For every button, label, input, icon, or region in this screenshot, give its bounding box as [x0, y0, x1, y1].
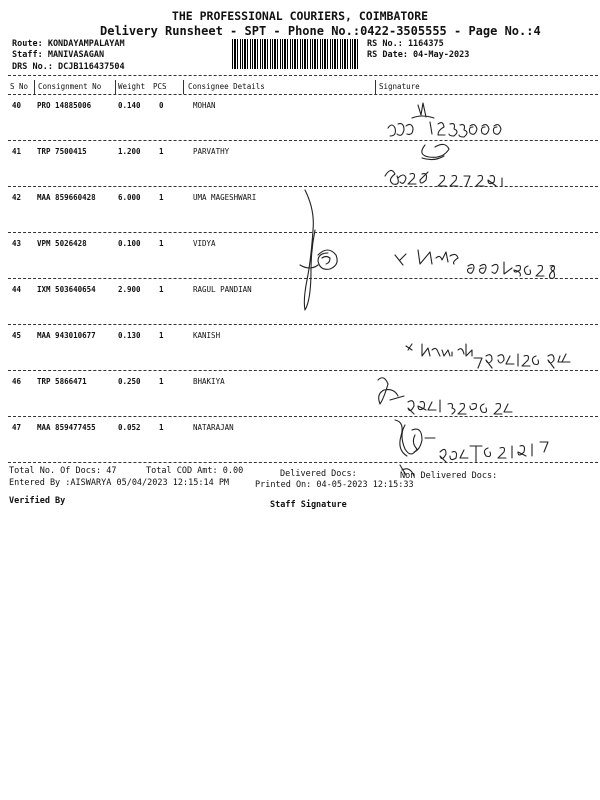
row-consignee: VIDYA: [193, 239, 216, 248]
col-header-signature: Signature: [379, 82, 420, 91]
row-consignment: IXM 503640654: [37, 285, 96, 294]
row-pcs: 1: [159, 331, 164, 340]
row-sno: 40: [12, 101, 22, 110]
row-pcs: 1: [159, 377, 164, 386]
row-weight: 2.900: [118, 285, 141, 294]
drs-number: DRS No.: DCJB116437504: [12, 62, 125, 72]
row-consignee: PARVATHY: [193, 147, 230, 156]
total-cod-amount: Total COD Amt: 0.00: [146, 466, 244, 476]
row-consignment: MAA 859660428: [37, 193, 96, 202]
row-sno: 42: [12, 193, 22, 202]
verified-by-label: Verified By: [9, 496, 66, 506]
row-consignee: MOHAN: [193, 101, 216, 110]
row-consignment: VPM 5026428: [37, 239, 87, 248]
printed-on: Printed On: 04-05-2023 12:15:33: [255, 480, 414, 490]
col-header-weight: Weight: [118, 82, 146, 91]
row-pcs: 1: [159, 239, 164, 248]
row-weight: 0.130: [118, 331, 141, 340]
row-weight: 0.052: [118, 423, 141, 432]
row-weight: 0.100: [118, 239, 141, 248]
row-pcs: 1: [159, 193, 164, 202]
runsheet-subtitle: Delivery Runsheet - SPT - Phone No.:0422-3505555 - Page No.:4: [100, 24, 541, 38]
row-weight: 0.140: [118, 101, 141, 110]
delivered-docs: Delivered Docs:: [280, 469, 357, 479]
entered-by: Entered By :AISWARYA 05/04/2023 12:15:14 PM: [9, 478, 230, 488]
row-sno: 45: [12, 331, 22, 340]
staff-label: Staff: MANIVASAGAN: [12, 50, 105, 60]
row-pcs: 1: [159, 423, 164, 432]
col-header-consignment: Consignment No: [38, 82, 102, 91]
row-consignee: BHAKIYA: [193, 377, 225, 386]
row-consignee: UMA MAGESHWARI: [193, 193, 257, 202]
row-pcs: 1: [159, 147, 164, 156]
row-sno: 41: [12, 147, 22, 156]
row-consignment: TRP 5866471: [37, 377, 87, 386]
row-sno: 47: [12, 423, 22, 432]
row-weight: 0.250: [118, 377, 141, 386]
row-consignee: RAGUL PANDIAN: [193, 285, 252, 294]
row-sno: 44: [12, 285, 22, 294]
row-consignee: KANISH: [193, 331, 221, 340]
row-consignment: MAA 859477455: [37, 423, 96, 432]
row-weight: 1.200: [118, 147, 141, 156]
row-weight: 6.000: [118, 193, 141, 202]
staff-signature-label: Staff Signature: [270, 500, 347, 510]
row-pcs: 1: [159, 285, 164, 294]
row-sno: 46: [12, 377, 22, 386]
col-header-consignee: Consignee Details: [188, 82, 265, 91]
total-docs: Total No. Of Docs: 47: [9, 466, 117, 476]
col-header-sno: S No: [10, 82, 29, 91]
row-consignment: MAA 943010677: [37, 331, 96, 340]
company-title: THE PROFESSIONAL COURIERS, COIMBATORE: [171, 9, 429, 23]
rs-number: RS No.: 1164375: [367, 39, 444, 49]
col-header-pcs: PCS: [153, 82, 167, 91]
non-delivered-docs: Non Delivered Docs:: [400, 471, 498, 481]
row-consignee: NATARAJAN: [193, 423, 234, 432]
row-consignment: TRP 7500415: [37, 147, 87, 156]
route-label: Route: KONDAYAMPALAYAM: [12, 39, 125, 49]
row-sno: 43: [12, 239, 22, 248]
row-consignment: PRO 14885006: [37, 101, 92, 110]
rs-date: RS Date: 04-May-2023: [367, 50, 470, 60]
row-pcs: 0: [159, 101, 164, 110]
